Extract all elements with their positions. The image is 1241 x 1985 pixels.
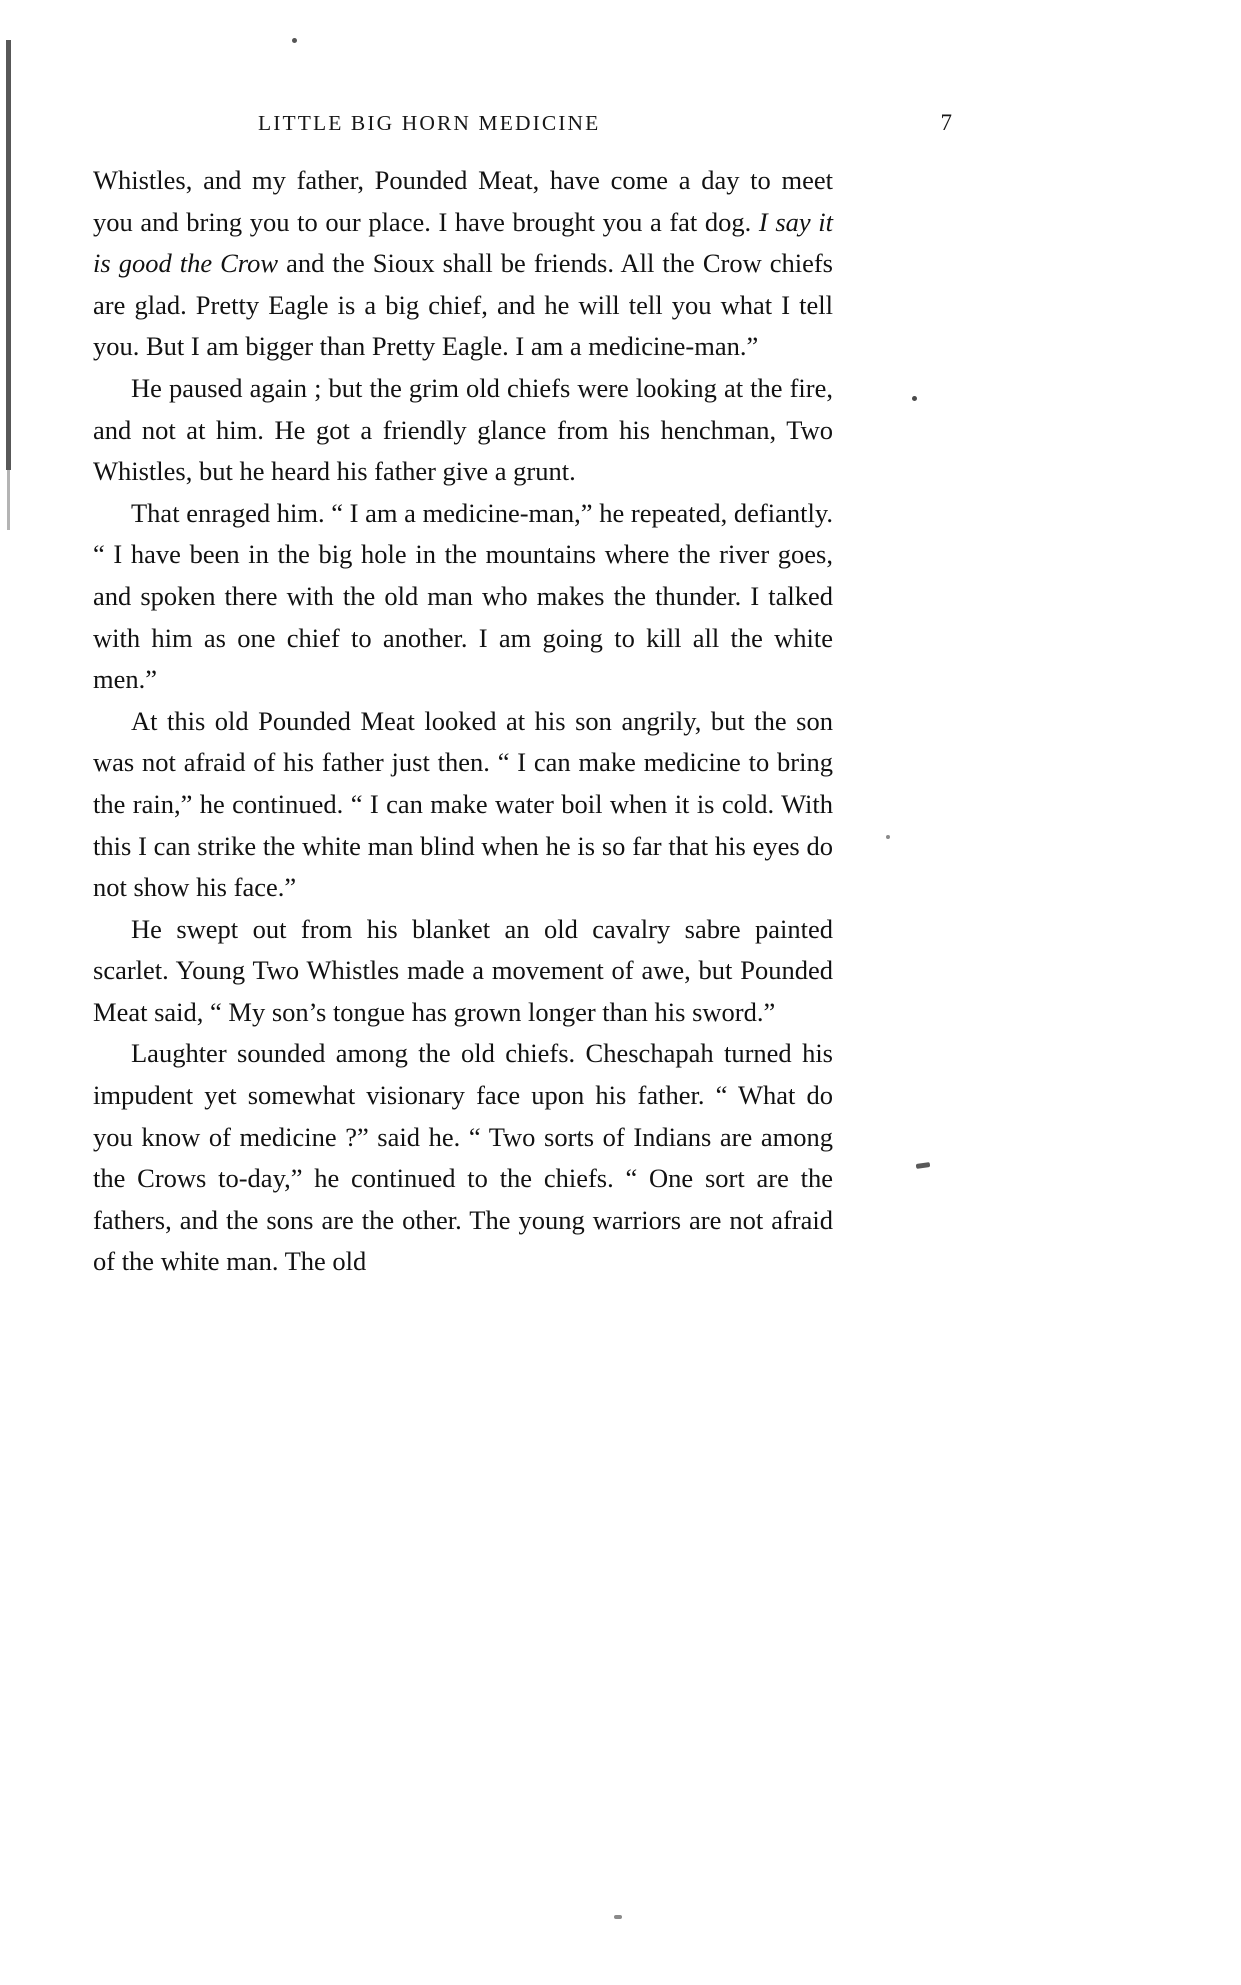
ink-mark-right (916, 1162, 931, 1169)
text-run: At this old Pounded Meat looked at his son angrily, but the son was not afraid of his father just then. “ I can make medicine to bring the rain,” he continued. “ I can make water boil when it is cold. With this I can strike the white man blind when he is so far that his eyes do not show his face.” (93, 705, 833, 903)
body-text (93, 160, 833, 1283)
running-head: LITTLE BIG HORN MEDICINE (258, 111, 601, 135)
text-run: and the Sioux shall be friends. All the Crow chiefs are glad. Pretty Eagle is a big chief, and he will tell you what I tell you. But I am bigger than Pretty Eagle. I am a medicine-man.” (93, 248, 833, 362)
scan-edge-artifact-lower (7, 470, 10, 530)
paragraph (93, 909, 833, 1034)
ink-speck-right-lower (886, 835, 890, 839)
ink-speck-right (912, 396, 917, 401)
scan-edge-artifact (6, 40, 11, 470)
ink-speck-bottom (614, 1915, 622, 1919)
page-header (258, 110, 958, 136)
text-run: He paused again ; but the grim old chiefs were looking at the fire, and not at him. He got a friendly glance from his henchman, Two Whistles, but he heard his father give a grunt. (93, 372, 833, 487)
paragraph (93, 493, 833, 701)
text-run: Laughter sounded among the old chiefs. Cheschapah turned his impudent yet somewhat visionary face upon his father. “ What do you know of medicine ?” said he. “ Two sorts of Indians are among the Crows to-day,” he continued to the chiefs. “ One sort are the fathers, and the sons are the other. The young warriors are not afraid of the white man. The old (93, 1038, 833, 1277)
ink-speck-top (292, 38, 297, 43)
paragraph (93, 368, 833, 493)
paragraph (93, 701, 833, 909)
paragraph (93, 1033, 833, 1283)
paragraph (93, 160, 833, 368)
page-number: 7 (940, 110, 952, 135)
text-run: He swept out from his blanket an old cavalry sabre painted scarlet. Young Two Whistles made a movement of awe, but Pounded Meat said, “ My son’s tongue has grown longer than his sword.” (93, 913, 833, 1027)
text-run: That enraged him. “ I am a medicine-man,” he repeated, defiantly. “ I have been in the big hole in the mountains where the river goes, and spoken there with the old man who makes the thunder. I talked with him as one chief to another. I am going to kill all the white men.” (93, 497, 833, 695)
text-run: Whistles, and my father, Pounded Meat, have come a day to meet you and bring you to our place. I have brought you a fat dog. (93, 165, 833, 237)
italic-run: I say it is good the Crow (93, 206, 833, 279)
